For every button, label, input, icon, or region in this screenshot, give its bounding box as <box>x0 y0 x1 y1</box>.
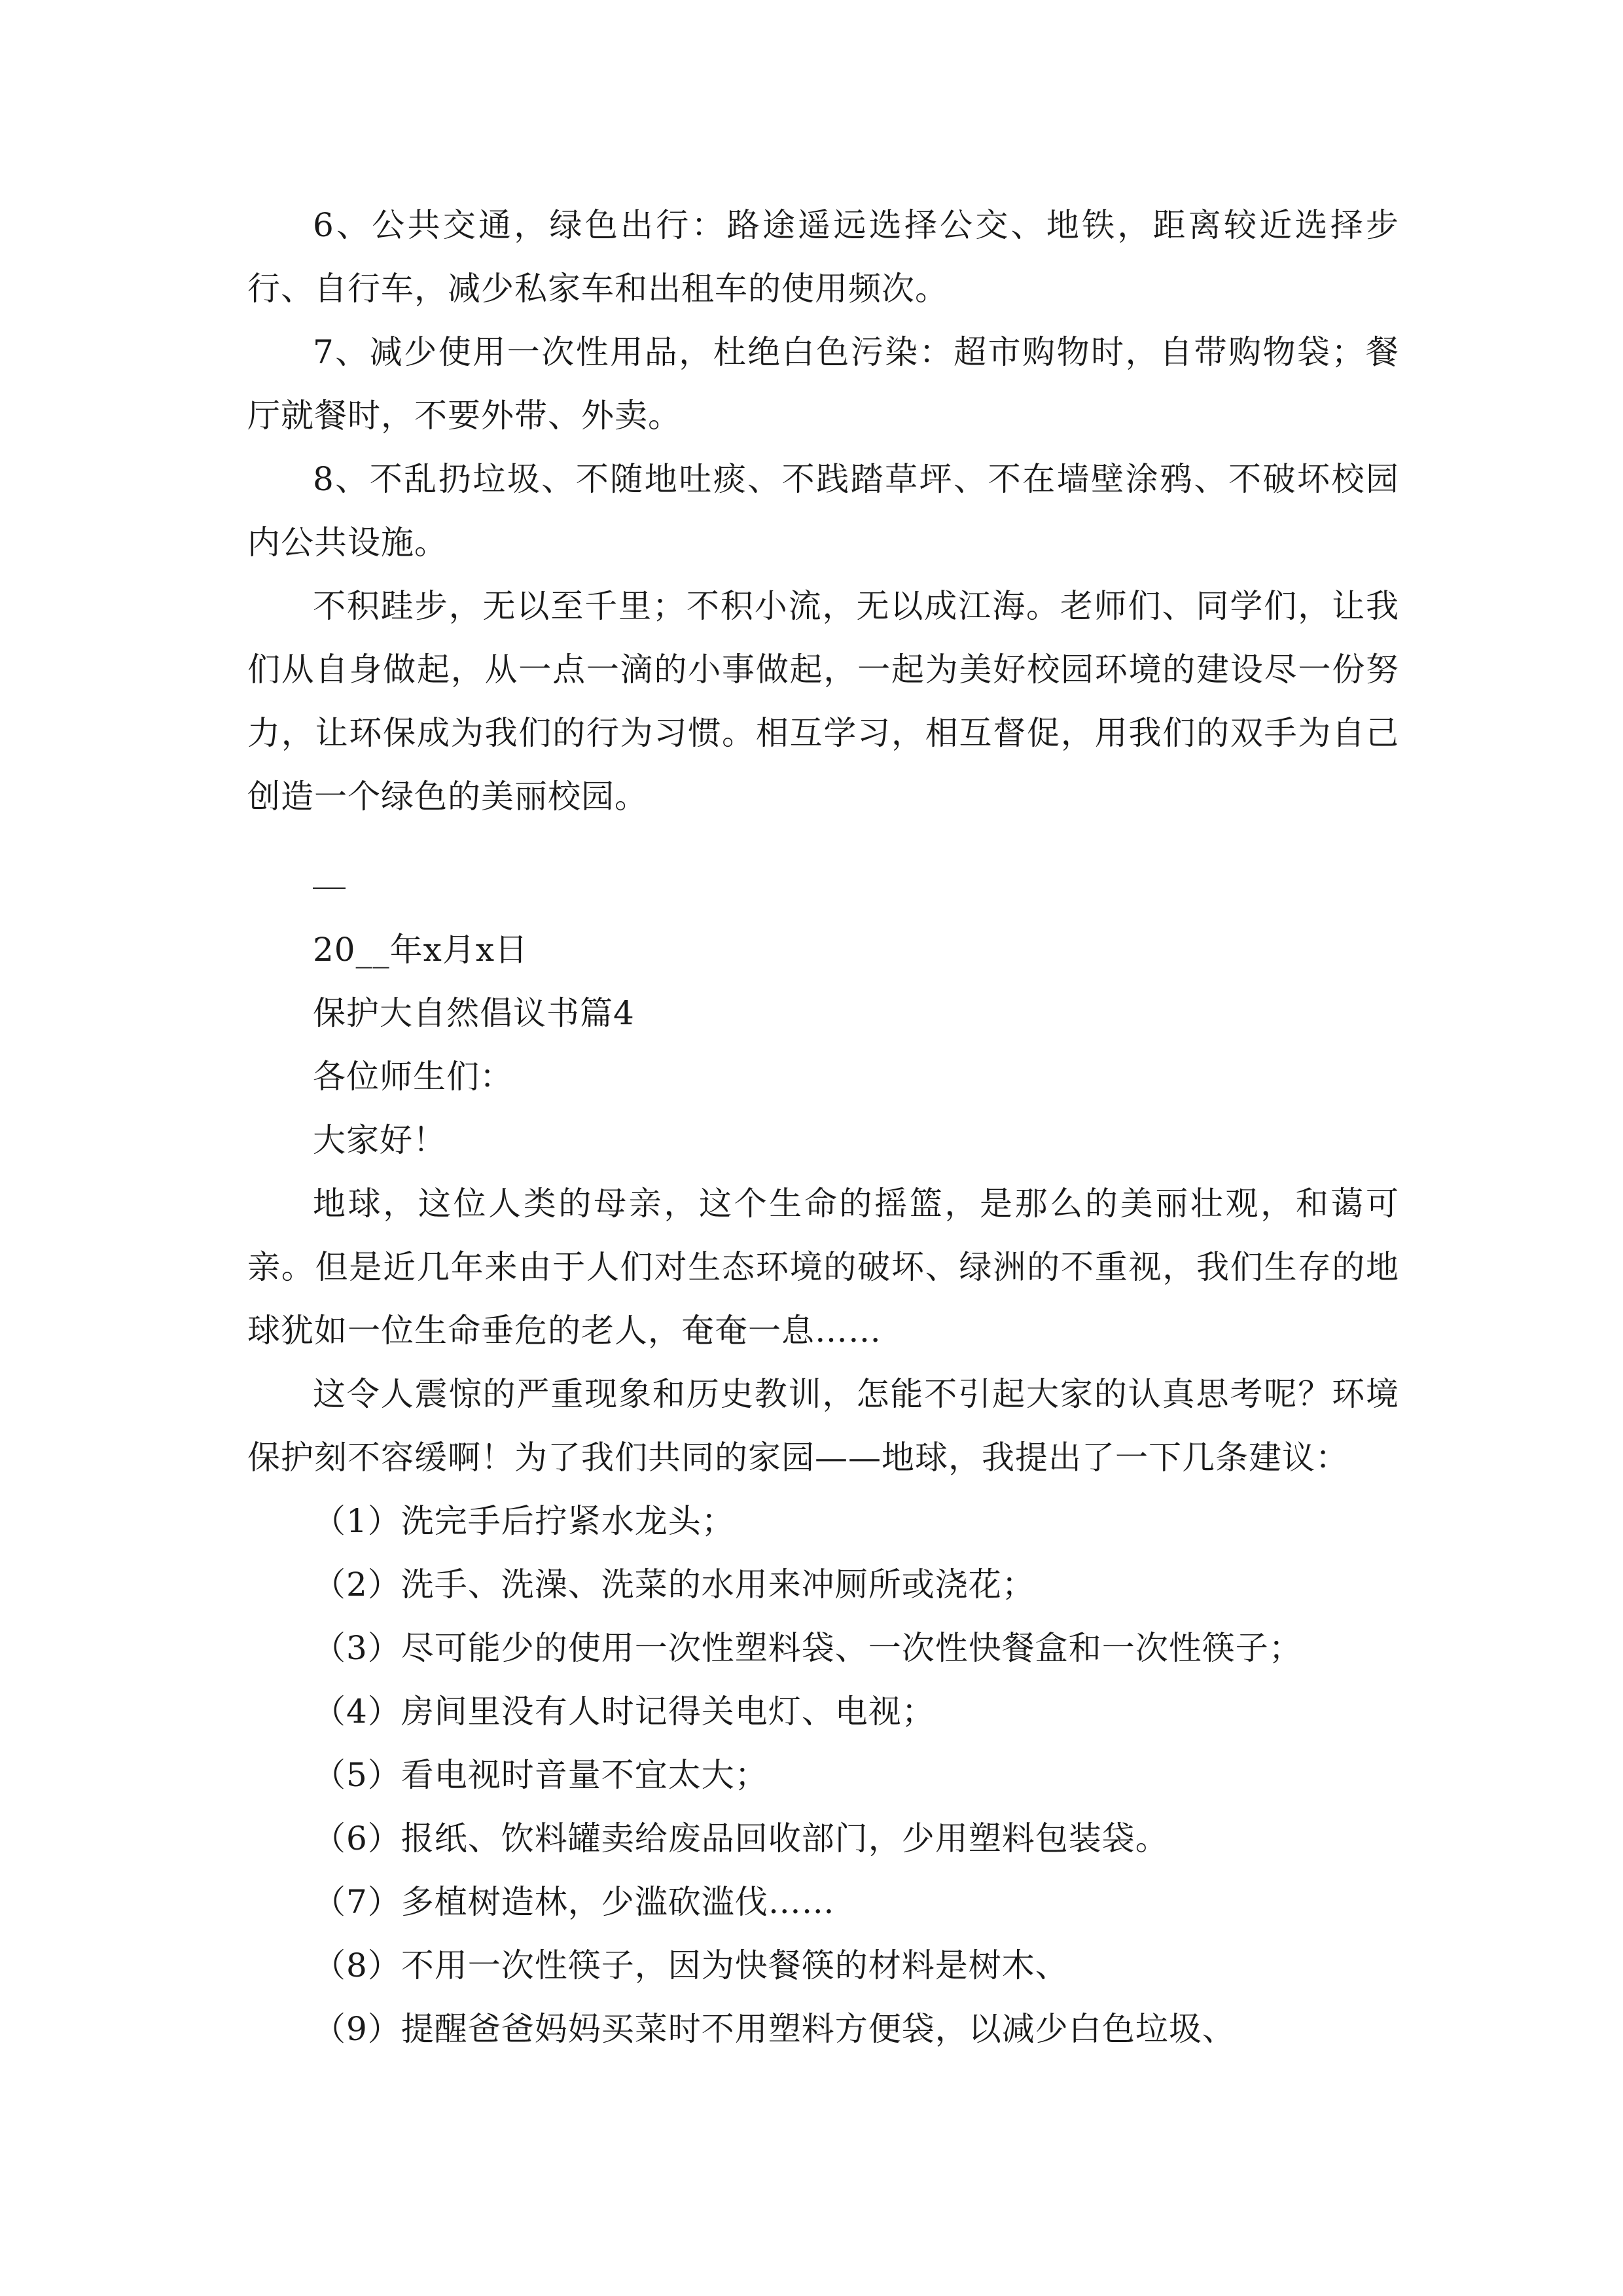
greeting: 大家好！ <box>313 1121 446 1159</box>
suggestion-item-7: （7）多植树造林，少滥砍滥伐…… <box>313 1883 835 1921</box>
suggestion-item-6: （6）报纸、饮料罐卖给废品回收部门，少用塑料包装袋。 <box>313 1820 1169 1857</box>
paragraph-suggestion-intro: 这令人震惊的严重现象和历史教训，怎能不引起大家的认真思考呢？环境保护刻不容缓啊！为了我们共同的家园——地球，我提出了一下几条建议： <box>247 1375 1399 1477</box>
paragraph-item-7: 7、减少使用一次性用品，杜绝白色污染：超市购物时，自带购物袋；餐厅就餐时，不要外带、外卖。 <box>247 333 1399 435</box>
date-line: 20__年x月x日 <box>313 931 529 969</box>
suggestion-item-9: （9）提醒爸爸妈妈买菜时不用塑料方便袋，以减少白色垃圾、 <box>313 2010 1236 2048</box>
suggestion-item-3: （3）尽可能少的使用一次性塑料袋、一次性快餐盒和一次性筷子； <box>313 1629 1302 1667</box>
paragraph-item-6: 6、公共交通，绿色出行：路途遥远选择公交、地铁，距离较近选择步行、自行车，减少私家车和出租车的使用频次。 <box>247 206 1399 308</box>
paragraph-earth: 地球，这位人类的母亲，这个生命的摇篮，是那么的美丽壮观，和蔼可亲。但是近几年来由于人们对生态环境的破坏、绿洲的不重视，我们生存的地球犹如一位生命垂危的老人，奄奄一息…… <box>247 1185 1399 1350</box>
suggestion-item-8: （8）不用一次性筷子，因为快餐筷的材料是树木、 <box>313 1946 1069 1984</box>
salutation: 各位师生们： <box>313 1058 513 1096</box>
paragraph-closing: 不积跬步，无以至千里；不积小流，无以成江海。老师们、同学们，让我们从自身做起，从一点一滴的小事做起，一起为美好校园环境的建设尽一份努力，让环保成为我们的行为习惯。相互学习，相互督促，用我们的双手为自己创造一个绿色的美丽校园。 <box>247 587 1399 816</box>
signature-dash <box>313 888 346 889</box>
suggestion-item-2: （2）洗手、洗澡、洗菜的水用来冲厕所或浇花； <box>313 1566 1035 1604</box>
document-page <box>247 194 1399 2061</box>
signature-dash-line <box>247 855 1399 918</box>
section-title: 保护大自然倡议书篇4 <box>313 994 635 1032</box>
spacer <box>247 829 1399 855</box>
suggestion-item-1: （1）洗完手后拧紧水龙头； <box>313 1502 735 1540</box>
suggestion-item-4: （4）房间里没有人时记得关电灯、电视； <box>313 1693 935 1731</box>
paragraph-item-8: 8、不乱扔垃圾、不随地吐痰、不践踏草坪、不在墙壁涂鸦、不破坏校园内公共设施。 <box>247 460 1399 562</box>
suggestion-item-5: （5）看电视时音量不宜太大； <box>313 1756 768 1794</box>
